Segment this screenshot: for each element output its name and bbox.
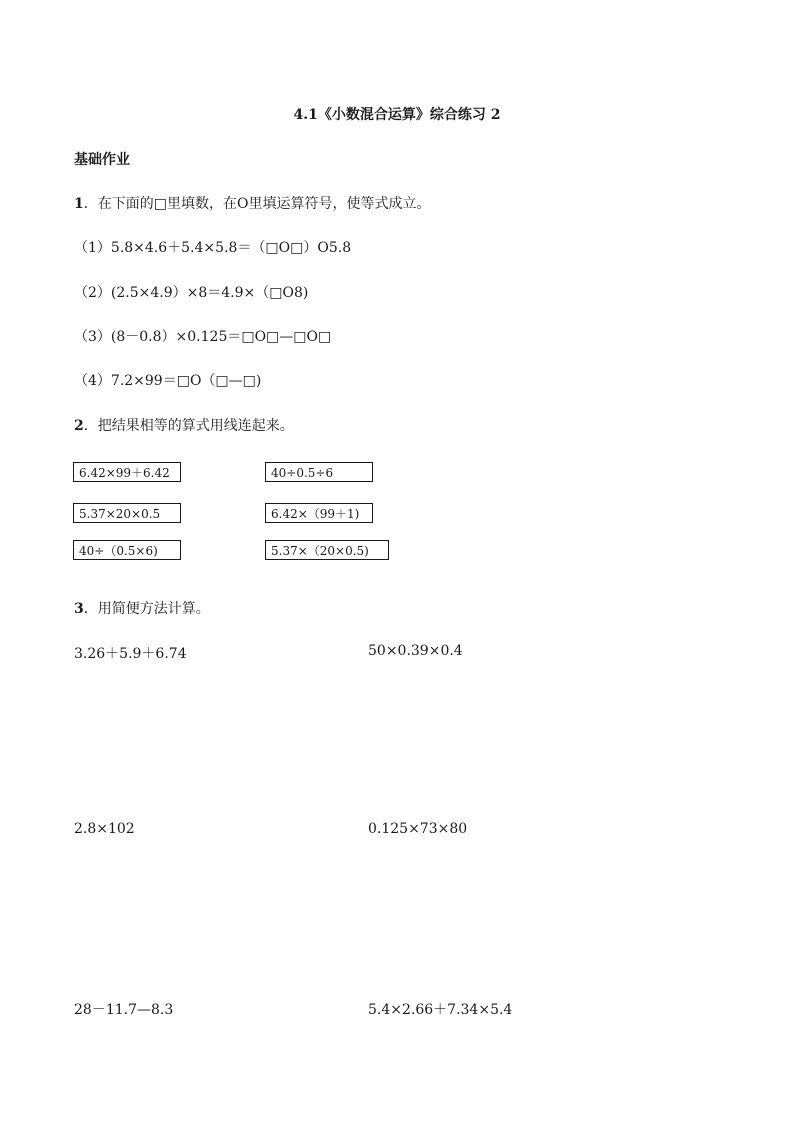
question-3-number: 3 — [74, 601, 84, 617]
calc-problem-3: 2.8×102 — [74, 821, 135, 837]
question-1 — [74, 193, 430, 213]
match-right-1: 40÷0.5÷6 — [265, 462, 373, 482]
calc-problem-1: 3.26＋5.9＋6.74 — [74, 646, 187, 662]
calc-problem-5: 28－11.7—8.3 — [74, 1002, 174, 1018]
match-right-3: 5.37×（20×0.5) — [265, 540, 389, 560]
q1-item-3: （3）(8－0.8）×0.125＝□O□—□O□ — [74, 329, 332, 345]
q1-item-2: （2）(2.5×4.9）×8＝4.9×（□O8) — [74, 285, 309, 301]
match-left-2: 5.37×20×0.5 — [73, 503, 181, 523]
calc-problem-6: 5.4×2.66＋7.34×5.4 — [368, 1002, 513, 1018]
calc-problem-2: 50×0.39×0.4 — [368, 643, 463, 659]
match-right-2: 6.42×（99＋1) — [265, 503, 373, 523]
question-3 — [74, 598, 210, 618]
question-2-number: 2 — [74, 418, 84, 434]
question-2-text: ．把结果相等的算式用线连起来。 — [83, 418, 294, 434]
question-2 — [74, 415, 294, 435]
calc-problem-4: 0.125×73×80 — [368, 821, 468, 837]
question-1-number: 1 — [74, 196, 84, 212]
match-left-1: 6.42×99＋6.42 — [73, 462, 181, 482]
section-heading: 基础作业 — [74, 152, 130, 168]
question-3-text: ．用简便方法计算。 — [83, 601, 210, 617]
match-left-3: 40÷（0.5×6) — [73, 540, 181, 560]
page-title: 4.1《小数混合运算》综合练习 2 — [293, 107, 501, 123]
q1-item-4: （4）7.2×99＝□O（□—□) — [74, 373, 262, 389]
question-1-text: ．在下面的□里填数，在O里填运算符号，使等式成立。 — [83, 196, 431, 212]
q1-item-1: （1）5.8×4.6＋5.4×5.8＝（□O□）O5.8 — [74, 240, 352, 256]
